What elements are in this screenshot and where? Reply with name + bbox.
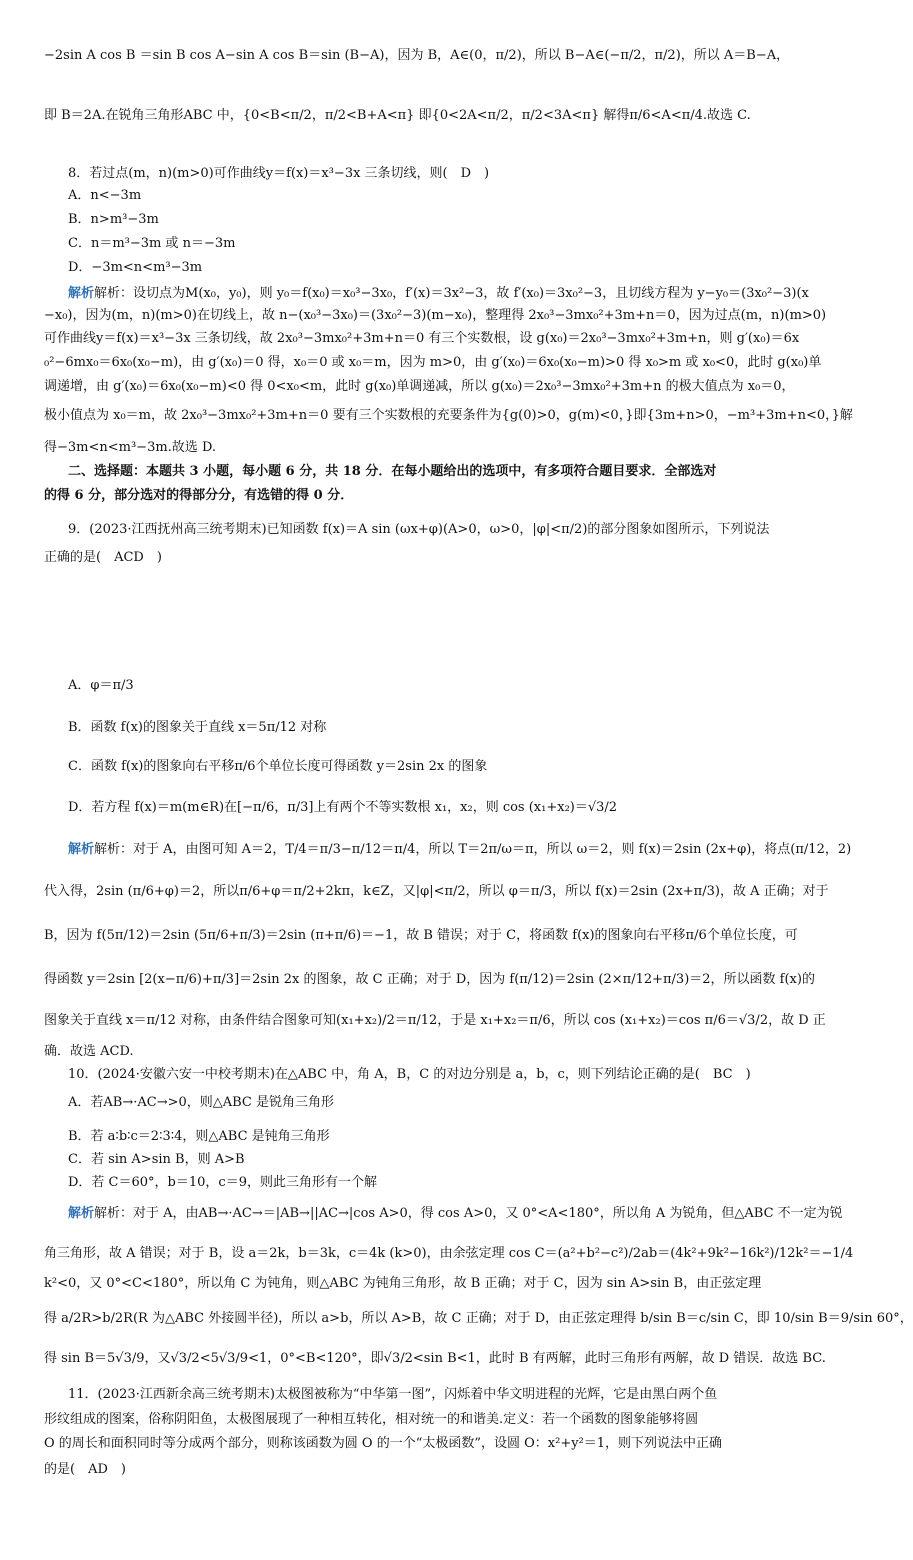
analysis-label: 解析 bbox=[68, 286, 95, 301]
solution-line: 解析：对于 A，由AB→·AC→＝|AB→||AC→|cos A>0，得 cos A>0，又 0°<A<180°，所以角 A 为锐角，但△ABC 不一定为锐 bbox=[94, 1206, 843, 1221]
text-line: −2sin A cos B ＝sin B cos A−sin A cos B＝sin (B−A)，因为 B，A∈(0，π/2)，所以 B−A∈(−π/2，π/2)，所以 A＝B−A， bbox=[44, 48, 790, 63]
text-line: 代入得，2sin (π/6+φ)＝2，所以π/6+φ＝π/2+2kπ，k∈Z，又|φ|<π/2，所以 φ＝π/3，所以 f(x)＝2sin (2x+π/3)，故 A 正确；对于 bbox=[44, 884, 829, 899]
analysis-label: 解析 bbox=[68, 1206, 95, 1221]
question-9-stem-cont: 正确的是( ACD ) bbox=[44, 550, 162, 565]
text-line: 调递增，由 g′(x₀)＝6x₀(x₀−m)<0 得 0<x₀<m，此时 g(x₀)单调递减，所以 g(x₀)＝2x₀³−3mx₀²+3m+n 的极大值点为 x₀＝0， bbox=[44, 379, 795, 394]
text-line: 得−3m<n<m³−3m.故选 D. bbox=[44, 440, 217, 455]
text-line: 得 a/2R>b/2R(R 为△ABC 外接圆半径)，所以 a>b，所以 A>B，故 C 正确；对于 D，由正弦定理得 b/sin B＝c/sin C，即 10/sin B＝9/sin 60°， bbox=[44, 1311, 913, 1326]
text-line: 得 sin B＝5√3/9，又√3/2<5√3/9<1，0°<B<120°，即√3/2<sin B<1，此时 B 有两解，此时三角形有两解，故 D 错误．故选 BC. bbox=[44, 1351, 826, 1366]
option-c: C．函数 f(x)的图象向右平移π/6个单位长度可得函数 y＝2sin 2x 的图象 bbox=[68, 759, 488, 774]
question-11-stem: 11．(2023·江西新余高三统考期末)太极图被称为“中华第一图”，闪烁着中华文明进程的光辉，它是由黑白两个鱼 bbox=[68, 1387, 718, 1402]
solution-text bbox=[68, 1204, 843, 1224]
option-d: D．−3m<n<m³−3m bbox=[68, 260, 203, 275]
text-line: k²<0，又 0°<C<180°，所以角 C 为钝角，则△ABC 为钝角三角形，故 B 正确；对于 C，因为 sin A>sin B，由正弦定理 bbox=[44, 1276, 762, 1291]
text-line: 形纹组成的图案，俗称阴阳鱼，太极图展现了一种相互转化，相对统一的和谐美.定义：若一个函数的图象能够将圆 bbox=[44, 1412, 699, 1427]
option-a: A．n<−3m bbox=[68, 188, 142, 203]
text-line: −x₀)，因为(m，n)(m>0)在切线上，故 n−(x₀³−3x₀)＝(3x₀²−3)(m−x₀)，整理得 2x₀³−3mx₀²+3m+n＝0，因为过点(m，n)(m>0) bbox=[44, 308, 827, 323]
text-line: 图象关于直线 x＝π/12 对称，由条件结合图象可知(x₁+x₂)/2＝π/12，于是 x₁+x₂＝π/6，所以 cos (x₁+x₂)＝cos π/6＝√3/2，故 D 正 bbox=[44, 1013, 826, 1028]
option-a: A．若AB→·AC→>0，则△ABC 是锐角三角形 bbox=[68, 1095, 335, 1110]
text-line: 确．故选 ACD. bbox=[44, 1044, 134, 1059]
question-9-stem: 9．(2023·江西抚州高三统考期末)已知函数 f(x)＝A sin (ωx+φ)(A>0，ω>0，|φ|<π/2)的部分图象如图所示，下列说法 bbox=[68, 522, 770, 537]
question-8-stem: 8．若过点(m，n)(m>0)可作曲线y＝f(x)＝x³−3x 三条切线，则( D ) bbox=[68, 166, 490, 181]
analysis-label: 解析 bbox=[68, 842, 95, 857]
text-line: B，因为 f(5π/12)＝2sin (5π/6+π/3)＝2sin (π+π/6)＝−1，故 B 错误；对于 C，将函数 f(x)的图象向右平移π/6个单位长度，可 bbox=[44, 928, 798, 943]
solution-text bbox=[68, 840, 852, 860]
option-d: D．若方程 f(x)＝m(m∈R)在[−π/6，π/3]上有两个不等实数根 x₁，x₂，则 cos (x₁+x₂)＝√3/2 bbox=[68, 800, 618, 815]
text-line: 可作曲线y＝f(x)＝x³−3x 三条切线，故 2x₀³−3mx₀²+3m+n＝0 有三个实数根，设 g(x₀)＝2x₀³−3mx₀²+3m+n，则 g′(x₀)＝6x bbox=[44, 331, 800, 346]
option-d: D．若 C＝60°，b＝10，c＝9，则此三角形有一个解 bbox=[68, 1175, 377, 1190]
text-line: 极小值点为 x₀＝m，故 2x₀³−3mx₀²+3m+n＝0 要有三个实数根的充要条件为{g(0)>0，g(m)<0，}即{3m+n>0，−m³+3m+n<0，}解 bbox=[44, 408, 853, 423]
option-c: C．若 sin A>sin B，则 A>B bbox=[68, 1152, 245, 1167]
text-line: 即 B＝2A.在锐角三角形ABC 中，{0<B<π/2，π/2<B+A<π} 即{0<2A<π/2，π/2<3A<π} 解得π/6<A<π/4.故选 C. bbox=[44, 108, 751, 123]
text-line: O 的周长和面积同时等分成两个部分，则称该函数为圆 O 的一个“太极函数”，设圆 O：x²+y²＝1，则下列说法中正确 bbox=[44, 1436, 723, 1451]
section-heading-cont: 的得 6 分，部分选对的得部分分，有选错的得 0 分． bbox=[44, 488, 354, 503]
figure-placeholder bbox=[68, 575, 758, 665]
text-line: 的是( AD ) bbox=[44, 1462, 126, 1477]
option-c: C．n＝m³−3m 或 n＝−3m bbox=[68, 236, 236, 251]
solution-line: 解析：设切点为M(x₀，y₀)，则 y₀＝f(x₀)＝x₀³−3x₀，f′(x)＝3x²−3，故 f′(x₀)＝3x₀²−3，且切线方程为 y−y₀＝(3x₀²−3)(x bbox=[94, 286, 809, 301]
option-b: B．若 a∶b∶c＝2∶3∶4，则△ABC 是钝角三角形 bbox=[68, 1129, 330, 1144]
solution-text bbox=[68, 284, 809, 304]
option-b: B．函数 f(x)的图象关于直线 x＝5π/12 对称 bbox=[68, 720, 327, 735]
section-heading: 二、选择题：本题共 3 小题，每小题 6 分，共 18 分．在每小题给出的选项中，有多项符合题目要求．全部选对 bbox=[68, 464, 717, 479]
solution-line: 解析：对于 A，由图可知 A＝2，T/4＝π/3−π/12＝π/4，所以 T＝2π/ω＝π，所以 ω＝2，则 f(x)＝2sin (2x+φ)，将点(π/12，2) bbox=[94, 842, 852, 857]
option-b: B．n>m³−3m bbox=[68, 212, 159, 227]
text-line: 角三角形，故 A 错误；对于 B，设 a＝2k，b＝3k，c＝4k (k>0)，由余弦定理 cos C＝(a²+b²−c²)/2ab＝(4k²+9k²−16k²)/12k²＝−1/4 bbox=[44, 1246, 854, 1261]
text-line: 得函数 y＝2sin [2(x−π/6)+π/3]＝2sin 2x 的图象，故 C 正确；对于 D，因为 f(π/12)＝2sin (2×π/12+π/3)＝2，所以函数 f(x)的 bbox=[44, 972, 815, 987]
option-a: A．φ＝π/3 bbox=[68, 678, 134, 693]
text-line: ₀²−6mx₀＝6x₀(x₀−m)，由 g′(x₀)＝0 得，x₀＝0 或 x₀＝m，因为 m>0，由 g′(x₀)＝6x₀(x₀−m)>0 得 x₀>m 或 x₀<0，此时 g(x₀)单 bbox=[44, 355, 822, 370]
question-10-stem: 10．(2024·安徽六安一中校考期末)在△ABC 中，角 A，B，C 的对边分别是 a，b，c，则下列结论正确的是( BC ) bbox=[68, 1067, 751, 1082]
